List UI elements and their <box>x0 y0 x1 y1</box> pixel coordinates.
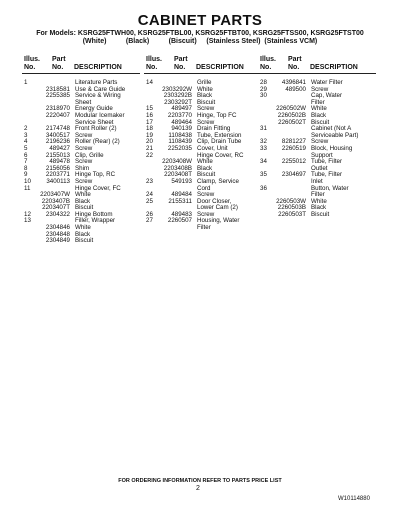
illus-number: 1 <box>24 79 28 86</box>
illus-number: 33 <box>260 144 267 152</box>
illus-number: 24 <box>146 191 153 199</box>
illus-number: 23 <box>146 177 153 185</box>
illus-number: 22 <box>146 151 153 159</box>
illus-number: 21 <box>146 144 153 152</box>
part-number: 3400517 <box>45 131 70 139</box>
illus-number: 6 <box>24 151 28 159</box>
part-description: Black <box>75 230 91 238</box>
part-number: 2260507 <box>167 217 192 225</box>
part-number: 2203407B <box>41 197 70 205</box>
part-number: 2304846 <box>45 224 70 232</box>
part-number: 489497 <box>171 105 192 113</box>
part-description: Serviceable Part) <box>311 131 359 139</box>
part-description: Screw <box>197 210 215 218</box>
part-number: 3400113 <box>46 177 70 185</box>
part-row <box>144 225 262 232</box>
part-number: 2174748 <box>45 125 70 133</box>
description-header: DESCRIPTION <box>310 63 358 71</box>
part-description: Tube, Filter <box>311 171 343 179</box>
part-number: 2155311 <box>168 197 192 205</box>
description-header: DESCRIPTION <box>196 63 244 71</box>
part-description: Clip, Drain Tube <box>197 138 242 146</box>
part-number: 2156056 <box>45 164 70 172</box>
part-description: Screw <box>311 85 329 93</box>
illus-number: 35 <box>260 171 267 179</box>
part-number: 2260503W <box>276 197 306 205</box>
part-description: Screw <box>75 144 93 152</box>
part-number: 2203771 <box>45 171 70 179</box>
part-description: Hinge Cover, FC <box>75 184 121 192</box>
illus-number: 3 <box>24 131 28 139</box>
illus-number: 20 <box>146 138 153 146</box>
part-number: 2220407 <box>45 111 70 119</box>
part-number: 2203408T <box>164 171 192 179</box>
illus-number: 7 <box>24 158 28 166</box>
illus-number: 4 <box>24 138 28 146</box>
illus-number: 13 <box>24 217 31 225</box>
part-number: 489464 <box>171 118 192 126</box>
part-description: Door Closer, <box>197 197 232 205</box>
illus-header: Illus. No. <box>24 56 40 71</box>
part-description: Screw <box>75 131 93 139</box>
part-description: Cabinet (Not A <box>311 125 352 133</box>
illus-number: 18 <box>146 125 153 133</box>
part-description: Hinge Cover, RC <box>197 151 244 159</box>
parts-list <box>258 80 376 218</box>
part-number: 2203770 <box>167 111 192 119</box>
illus-number: 5 <box>24 144 28 152</box>
part-description: Screw <box>75 177 93 185</box>
header-rule <box>22 73 140 74</box>
illus-number: 17 <box>146 118 153 126</box>
part-description: Outlet <box>311 164 328 172</box>
part-number: 489427 <box>49 144 70 152</box>
part-number: 940139 <box>171 125 192 133</box>
part-description: Hinge, Top FC <box>197 111 237 119</box>
part-description: Filler, Wrapper <box>75 217 116 225</box>
column-header <box>22 56 140 72</box>
illus-number: 15 <box>146 105 153 113</box>
part-description: Screw <box>197 105 215 113</box>
illus-number: 34 <box>260 158 267 166</box>
illus-number: 8 <box>24 164 28 172</box>
parts-list <box>144 80 262 232</box>
illus-number: 36 <box>260 184 267 192</box>
part-description: Cord <box>197 184 211 192</box>
illus-number: 31 <box>260 125 267 133</box>
part-description: Sheet <box>75 98 92 106</box>
illus-header: Illus. No. <box>260 56 276 71</box>
illus-number: 19 <box>146 131 153 139</box>
part-description: Tube, Filter <box>311 158 343 166</box>
illus-number: 14 <box>146 79 153 86</box>
part-description: Screw <box>197 118 215 126</box>
part-description: Biscuit <box>311 210 330 218</box>
part-description: Black <box>197 164 213 172</box>
illus-number: 27 <box>146 217 153 225</box>
part-description: Clamp, Service <box>197 177 239 185</box>
part-number: 2203408B <box>163 164 192 172</box>
part-number: 2303292B <box>163 92 192 100</box>
part-description: Screw <box>75 158 93 166</box>
part-number: 1108438 <box>168 131 192 139</box>
part-description: White <box>75 191 91 199</box>
part-number: 1108439 <box>168 138 192 146</box>
part-description: Screw <box>197 191 215 199</box>
part-description: Energy Guide <box>75 105 113 113</box>
part-row <box>258 212 376 219</box>
illus-number: 10 <box>24 177 31 185</box>
part-description: Use & Care Guide <box>75 85 126 93</box>
illus-number: 12 <box>24 210 31 218</box>
illus-number: 16 <box>146 111 153 119</box>
illus-number: 9 <box>24 171 28 179</box>
header-rule <box>258 73 376 74</box>
document-number: W10114880 <box>338 496 370 502</box>
part-description: Support <box>311 151 333 159</box>
illus-number: 26 <box>146 210 153 218</box>
part-number: 2203408W <box>162 158 192 166</box>
page-title: CABINET PARTS <box>137 12 263 29</box>
part-description: Biscuit <box>311 118 330 126</box>
part-description: Filter <box>311 191 325 199</box>
illus-number: 28 <box>260 79 267 86</box>
column-header <box>144 56 262 72</box>
part-number: 2155013 <box>45 151 70 159</box>
part-description: Biscuit <box>197 98 216 106</box>
part-description: Lower Cam (2) <box>197 204 238 212</box>
illus-number: 2 <box>24 125 28 133</box>
part-description: White <box>311 105 327 113</box>
part-number: 2255385 <box>45 92 70 100</box>
part-description: Literature Parts <box>75 79 118 86</box>
part-description: Shim <box>75 164 90 172</box>
part-number: 2252035 <box>167 144 192 152</box>
part-description: Service & Wiring <box>75 92 121 100</box>
part-description: Screw <box>311 138 329 146</box>
part-description: Biscuit <box>75 237 94 245</box>
part-description: White <box>197 158 213 166</box>
part-number: 2260502T <box>278 118 306 126</box>
part-number: 2318970 <box>45 105 70 113</box>
part-description: Inlet <box>311 177 323 185</box>
illus-number: 25 <box>146 197 153 205</box>
parts-column-3 <box>258 56 376 218</box>
part-description: Roller (Rear) (2) <box>75 138 120 146</box>
part-number: 2260519 <box>281 144 306 152</box>
part-description: Housing, Water <box>197 217 240 225</box>
part-description: Tube, Extension <box>197 131 242 139</box>
part-number: 2260503B <box>277 204 306 212</box>
part-number: 2304322 <box>45 210 70 218</box>
part-description: Black <box>311 204 327 212</box>
part-number: 489483 <box>171 210 192 218</box>
part-number: 2303292W <box>162 85 192 93</box>
part-number: 2260502B <box>277 111 306 119</box>
header-rule <box>144 73 262 74</box>
illus-number: 29 <box>260 85 267 93</box>
part-number: 4396841 <box>281 79 306 86</box>
part-description: Grille <box>197 79 212 86</box>
part-description: Hinge Bottom <box>75 210 113 218</box>
part-number: 2304697 <box>281 171 306 179</box>
part-description: Hinge Top, RC <box>75 171 116 179</box>
part-description: Drain Fitting <box>197 125 231 133</box>
models-line: For Models: KSRG25FTWH00, KSRG25FTBL00, KSRG25FTBT00, KSRG25FTSS00, KSRG25FTST00 <box>36 30 364 37</box>
part-number: 2260502W <box>276 105 306 113</box>
part-number: 2304848 <box>45 230 70 238</box>
part-number: 2318581 <box>45 85 70 93</box>
part-description: Cap, Water <box>311 92 343 100</box>
page-number: 2 <box>196 485 200 492</box>
part-description: Cover, Unit <box>197 144 228 152</box>
part-description: Modular Icemaker <box>75 111 125 119</box>
part-description: Black <box>75 197 91 205</box>
part-number: 2196236 <box>45 138 70 146</box>
part-number: 489478 <box>49 158 70 166</box>
part-description: Clip, Grille <box>75 151 104 159</box>
part-header: Part No. <box>52 56 66 71</box>
part-description: White <box>311 197 327 205</box>
part-description: White <box>197 85 213 93</box>
column-header <box>258 56 376 72</box>
illus-number: 30 <box>260 92 267 100</box>
part-description: Filter <box>311 98 325 106</box>
part-row <box>22 238 140 245</box>
description-header: DESCRIPTION <box>74 63 122 71</box>
part-description: Button, Water <box>311 184 349 192</box>
part-header: Part No. <box>174 56 188 71</box>
part-description: Biscuit <box>75 204 94 212</box>
part-number: 549193 <box>171 177 192 185</box>
part-description: Service Sheet <box>75 118 114 126</box>
illus-number: 32 <box>260 138 267 146</box>
parts-column-2 <box>144 56 262 232</box>
parts-list <box>22 80 140 245</box>
part-number: 489500 <box>285 85 306 93</box>
part-description: White <box>75 224 91 232</box>
part-number: 2203407T <box>42 204 70 212</box>
parts-column-1 <box>22 56 140 245</box>
part-description: Front Roller (2) <box>75 125 117 133</box>
part-number: 489484 <box>171 191 192 199</box>
part-description: Biscuit <box>197 171 216 179</box>
illus-number: 11 <box>24 184 31 192</box>
ordering-note: FOR ORDERING INFORMATION REFER TO PARTS PRICE LIST <box>118 478 282 484</box>
part-number: 2303292T <box>164 98 192 106</box>
illus-header: Illus. No. <box>146 56 162 71</box>
part-description: Black <box>197 92 213 100</box>
part-number: 8281227 <box>281 138 306 146</box>
part-number: 2260503T <box>278 210 306 218</box>
model-variants: (White) (Black) (Biscuit) (Stainless Steel) (Stainless VCM) <box>82 38 318 45</box>
part-number: 2255012 <box>281 158 306 166</box>
part-header: Part No. <box>288 56 302 71</box>
part-number: 2203407W <box>40 191 70 199</box>
part-number: 2304849 <box>45 237 70 245</box>
part-description: Block, Housing <box>311 144 353 152</box>
part-description: Filter <box>197 224 211 232</box>
part-description: Water Filter <box>311 79 343 86</box>
part-description: Black <box>311 111 327 119</box>
